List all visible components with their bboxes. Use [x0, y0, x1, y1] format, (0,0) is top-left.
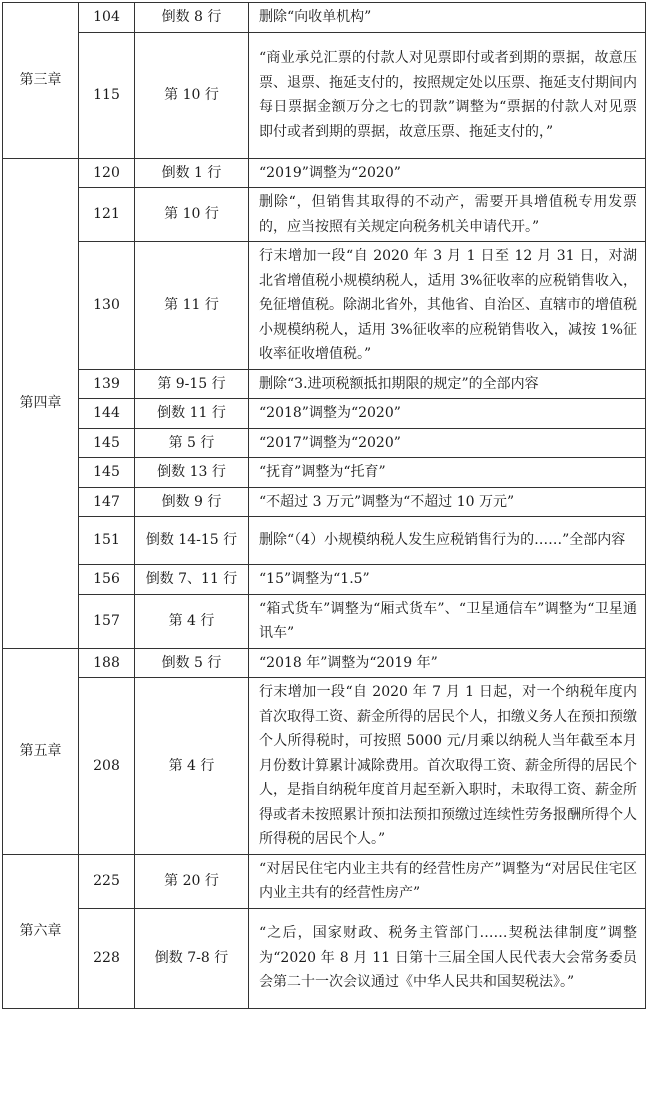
page-cell: 147	[79, 487, 135, 517]
line-cell: 倒数 11 行	[135, 399, 249, 429]
table-row	[3, 242, 646, 370]
page-cell: 121	[79, 188, 135, 242]
page-cell: 145	[79, 458, 135, 488]
line-cell: 第 5 行	[135, 428, 249, 458]
table-row	[3, 517, 646, 565]
content-cell: “对居民住宅内业主共有的经营性房产”调整为“对居民住宅区内业主共有的经营性房产”	[249, 854, 646, 908]
table-row	[3, 32, 646, 158]
page-cell: 115	[79, 32, 135, 158]
content-cell: “抚育”调整为“托育”	[249, 458, 646, 488]
page-cell: 120	[79, 158, 135, 188]
content-cell: “2018”调整为“2020”	[249, 399, 646, 429]
chapter-cell: 第四章	[3, 158, 79, 648]
table-row	[3, 678, 646, 855]
content-cell: “15”调整为“1.5”	[249, 565, 646, 595]
content-cell: 删除“向收单机构”	[249, 3, 646, 33]
table-row	[3, 3, 646, 33]
line-cell: 倒数 7、11 行	[135, 565, 249, 595]
content-cell: 删除“3.进项税额抵扣期限的规定”的全部内容	[249, 369, 646, 399]
content-cell: “箱式货车”调整为“厢式货车”、“卫星通信车”调整为“卫星通讯车”	[249, 594, 646, 648]
page-cell: 156	[79, 565, 135, 595]
line-cell: 倒数 7-8 行	[135, 908, 249, 1008]
page-cell: 208	[79, 678, 135, 855]
line-cell: 第 10 行	[135, 188, 249, 242]
line-cell: 第 4 行	[135, 678, 249, 855]
chapter-cell: 第三章	[3, 3, 79, 159]
page-cell: 139	[79, 369, 135, 399]
page-cell: 157	[79, 594, 135, 648]
line-cell: 倒数 13 行	[135, 458, 249, 488]
table-row	[3, 594, 646, 648]
page-cell: 145	[79, 428, 135, 458]
line-cell: 倒数 9 行	[135, 487, 249, 517]
line-cell: 倒数 1 行	[135, 158, 249, 188]
line-cell: 第 11 行	[135, 242, 249, 370]
page-cell: 151	[79, 517, 135, 565]
table-row	[3, 854, 646, 908]
table-row	[3, 428, 646, 458]
errata-table	[2, 2, 646, 1009]
content-cell: “之后，国家财政、税务主管部门……契税法律制度”调整为“2020 年 8 月 11 日第十三届全国人民代表大会常务委员会第二十一次会议通过《中华人民共和国契税法》。”	[249, 908, 646, 1008]
table-row	[3, 458, 646, 488]
content-cell: “商业承兑汇票的付款人对见票即付或者到期的票据，故意压票、退票、拖延支付的，按照规定处以压票、拖延支付期间内每日票据金额万分之七的罚款”调整为“票据的付款人对见票即付或者到期的票据，故意压票、拖延支付的，”	[249, 32, 646, 158]
line-cell: 第 9-15 行	[135, 369, 249, 399]
content-cell: 删除“，但销售其取得的不动产，需要开具增值税专用发票的，应当按照有关规定向税务机关申请代开。”	[249, 188, 646, 242]
line-cell: 第 4 行	[135, 594, 249, 648]
chapter-cell: 第六章	[3, 854, 79, 1008]
chapter-cell: 第五章	[3, 648, 79, 854]
page-cell: 144	[79, 399, 135, 429]
table-row	[3, 648, 646, 678]
content-cell: 行末增加一段“自 2020 年 7 月 1 日起，对一个纳税年度内首次取得工资、薪金所得的居民个人，扣缴义务人在预扣预缴个人所得税时，可按照 5000 元/月乘以纳税人当年截至本月月份数计算累计减除费用。首次取得工资、薪金所得的居民个人，是指自纳税年度首月起至新入职时，未取得工资、薪金所得或者未按照累计预扣法预扣预缴过连续性劳务报酬所得个人所得税的居民个人。”	[249, 678, 646, 855]
line-cell: 倒数 14-15 行	[135, 517, 249, 565]
content-cell: 行末增加一段“自 2020 年 3 月 1 日至 12 月 31 日，对湖北省增值税小规模纳税人，适用 3%征收率的应税销售收入，免征增值税。除湖北省外，其他省、自治区、直辖市的增值税小规模纳税人，适用 3%征收率的应税销售收入，减按 1%征收率征收增值税。”	[249, 242, 646, 370]
content-cell: “2017”调整为“2020”	[249, 428, 646, 458]
table-row	[3, 487, 646, 517]
page-cell: 225	[79, 854, 135, 908]
content-cell: “2018 年”调整为“2019 年”	[249, 648, 646, 678]
line-cell: 倒数 5 行	[135, 648, 249, 678]
page-cell: 104	[79, 3, 135, 33]
line-cell: 倒数 8 行	[135, 3, 249, 33]
content-cell: “2019”调整为“2020”	[249, 158, 646, 188]
table-row	[3, 369, 646, 399]
line-cell: 第 10 行	[135, 32, 249, 158]
page-cell: 228	[79, 908, 135, 1008]
content-cell: 删除“（4）小规模纳税人发生应税销售行为的……”全部内容	[249, 517, 646, 565]
page-cell: 130	[79, 242, 135, 370]
table-row	[3, 188, 646, 242]
table-row	[3, 158, 646, 188]
table-row	[3, 399, 646, 429]
table-row	[3, 565, 646, 595]
table-row	[3, 908, 646, 1008]
content-cell: “不超过 3 万元”调整为“不超过 10 万元”	[249, 487, 646, 517]
page-cell: 188	[79, 648, 135, 678]
line-cell: 第 20 行	[135, 854, 249, 908]
